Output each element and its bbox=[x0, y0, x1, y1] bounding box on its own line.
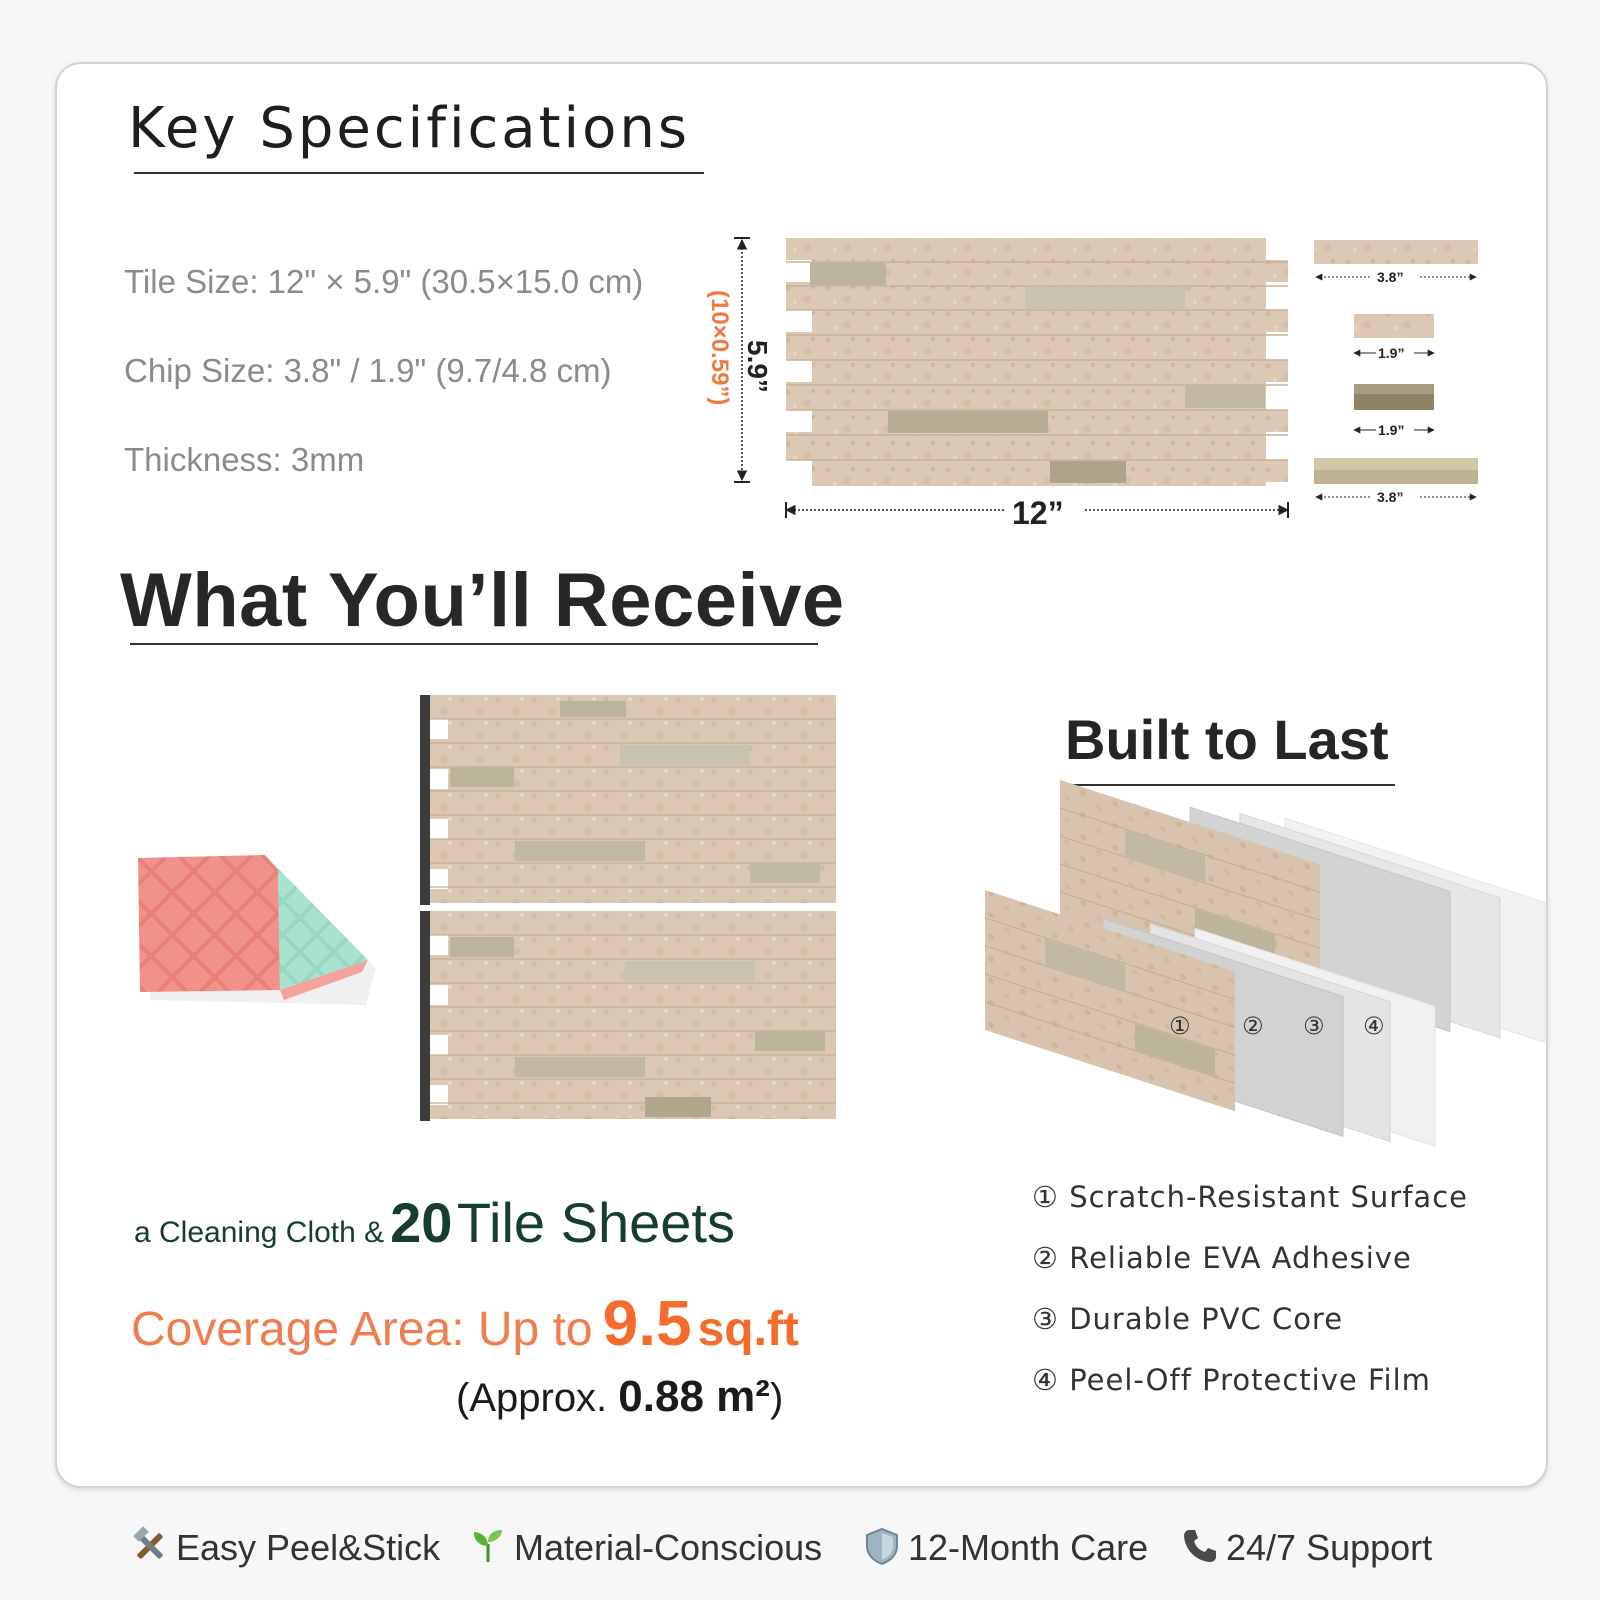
layer-badge-4: ④ bbox=[1363, 1012, 1385, 1040]
seedling-icon bbox=[468, 1526, 508, 1566]
chip-diagrams bbox=[1314, 240, 1478, 506]
layer-item-1: ① Scratch-Resistant Surface bbox=[1032, 1180, 1468, 1214]
tile-sheets-stack-image bbox=[420, 695, 860, 1135]
approx-value: 0.88 m² bbox=[618, 1372, 770, 1421]
coverage-value: 9.5 bbox=[602, 1287, 692, 1359]
chip-label-3: 1.9” bbox=[1378, 422, 1405, 438]
receive-contents-line bbox=[134, 1190, 735, 1255]
coverage-line bbox=[131, 1286, 799, 1360]
approx-close: ) bbox=[769, 1376, 784, 1420]
footer-item-peel-stick bbox=[130, 1526, 440, 1569]
approx-line bbox=[456, 1372, 783, 1422]
chip-short-stone bbox=[1354, 314, 1434, 338]
tile-sheet-diagram bbox=[786, 238, 1288, 486]
footer-label-4: 24/7 Support bbox=[1226, 1527, 1433, 1568]
spec-tile-size: Tile Size: 12" × 5.9" (30.5×15.0 cm) bbox=[124, 263, 644, 300]
tile-dimension-diagram bbox=[700, 230, 1520, 540]
sheets-count: 20 bbox=[390, 1191, 453, 1254]
chip-long-stone bbox=[1314, 240, 1478, 264]
footer-item-support bbox=[1180, 1526, 1432, 1569]
shield-icon bbox=[862, 1526, 902, 1566]
layer-badge-1: ① bbox=[1169, 1012, 1191, 1040]
layer-item-3: ③ Durable PVC Core bbox=[1032, 1302, 1344, 1336]
height-label: 5.9” bbox=[742, 340, 773, 393]
tools-icon bbox=[130, 1526, 170, 1566]
footer-label-2: Material-Conscious bbox=[514, 1527, 823, 1568]
approx-open: (Approx. bbox=[456, 1376, 608, 1420]
layer-badge-2: ② bbox=[1242, 1012, 1264, 1040]
width-label: 12” bbox=[1012, 495, 1064, 531]
footer-label-1: Easy Peel&Stick bbox=[176, 1527, 441, 1568]
layer-item-2: ② Reliable EVA Adhesive bbox=[1032, 1241, 1412, 1275]
spec-chip-size: Chip Size: 3.8" / 1.9" (9.7/4.8 cm) bbox=[124, 352, 612, 389]
cleaning-cloth-image bbox=[130, 850, 380, 1010]
chip-label-4: 3.8” bbox=[1377, 489, 1404, 505]
footer-item-material bbox=[468, 1526, 822, 1569]
chip-label-1: 3.8” bbox=[1377, 269, 1404, 285]
spec-thickness: Thickness: 3mm bbox=[124, 441, 365, 478]
footer-item-care bbox=[862, 1526, 1148, 1569]
coverage-unit: sq.ft bbox=[697, 1303, 799, 1356]
layer-badge-3: ③ bbox=[1303, 1012, 1325, 1040]
phone-icon bbox=[1180, 1526, 1220, 1566]
sheets-text: Tile Sheets bbox=[456, 1191, 735, 1254]
built-title: Built to Last bbox=[1065, 708, 1389, 771]
receive-title: What You’ll Receive bbox=[120, 558, 845, 643]
key-specs-title: Key Specifications bbox=[128, 96, 691, 161]
cloth-text: a Cleaning Cloth & bbox=[134, 1216, 385, 1249]
built-underline bbox=[1065, 784, 1395, 786]
chip-label-2: 1.9” bbox=[1378, 345, 1405, 361]
layer-item-4: ④ Peel-Off Protective Film bbox=[1032, 1363, 1431, 1397]
coverage-label: Coverage Area: Up to bbox=[131, 1303, 593, 1356]
footer-label-3: 12-Month Care bbox=[908, 1527, 1149, 1568]
key-specs-underline bbox=[134, 172, 704, 174]
receive-underline bbox=[130, 643, 818, 645]
layer-structure-image bbox=[985, 820, 1505, 1150]
height-sub-label: (10×0.59”) bbox=[706, 290, 733, 406]
